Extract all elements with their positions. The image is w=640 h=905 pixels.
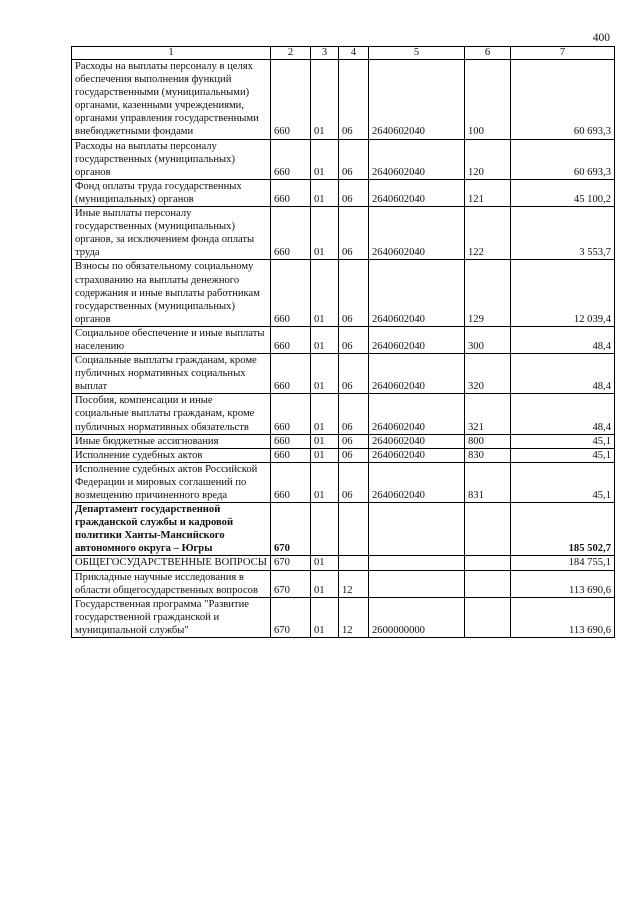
row-ved-cell: 660 (271, 434, 311, 448)
row-csr-cell: 2640602040 (369, 462, 465, 502)
row-ved-cell: 660 (271, 448, 311, 462)
row-name-cell: Прикладные научные исследования в области общегосударственных вопросов (72, 570, 271, 597)
table-row (72, 503, 615, 556)
table-row (72, 394, 615, 434)
row-rz-cell: 01 (311, 597, 339, 637)
row-vr-cell: 122 (465, 207, 511, 260)
row-csr-cell: 2640602040 (369, 394, 465, 434)
row-rz-cell: 01 (311, 326, 339, 353)
row-name-cell: Социальное обеспечение и иные выплаты населению (72, 326, 271, 353)
table-row (72, 570, 615, 597)
row-sum-cell: 3 553,7 (511, 207, 615, 260)
table-row (72, 556, 615, 570)
row-pr-cell (339, 556, 369, 570)
row-vr-cell: 121 (465, 179, 511, 206)
row-rz-cell: 01 (311, 260, 339, 326)
row-name-cell: Расходы на выплаты персоналу в целях обеспечения выполнения функций государственными (муниципальными) органами, казенными учреждениями, органами управления государственными внебюджетными фондами (72, 60, 271, 140)
row-csr-cell: 2640602040 (369, 60, 465, 140)
row-sum-cell: 12 039,4 (511, 260, 615, 326)
row-ved-cell: 660 (271, 260, 311, 326)
row-vr-cell (465, 556, 511, 570)
row-vr-cell: 320 (465, 354, 511, 394)
row-ved-cell: 660 (271, 394, 311, 434)
row-rz-cell: 01 (311, 434, 339, 448)
row-ved-cell: 660 (271, 326, 311, 353)
row-name-cell: Государственная программа "Развитие государственной гражданской и муниципальной службы" (72, 597, 271, 637)
row-vr-cell (465, 597, 511, 637)
row-name-cell: Исполнение судебных актов Российской Федерации и мировых соглашений по возмещению причиненного вреда (72, 462, 271, 502)
column-header: 4 (339, 47, 369, 60)
row-rz-cell: 01 (311, 354, 339, 394)
table-row (72, 462, 615, 502)
row-csr-cell (369, 503, 465, 556)
row-ved-cell: 670 (271, 570, 311, 597)
table-row (72, 179, 615, 206)
row-name-cell: Пособия, компенсации и иные социальные выплаты гражданам, кроме публичных нормативных обязательств (72, 394, 271, 434)
column-header: 2 (271, 47, 311, 60)
column-header: 3 (311, 47, 339, 60)
row-rz-cell: 01 (311, 448, 339, 462)
row-name-cell: Департамент государственной гражданской службы и кадровой политики Ханты-Мансийского автономного округа – Югры (72, 503, 271, 556)
row-rz-cell: 01 (311, 462, 339, 502)
row-csr-cell: 2640602040 (369, 326, 465, 353)
row-vr-cell: 321 (465, 394, 511, 434)
row-pr-cell (339, 503, 369, 556)
column-header: 1 (72, 47, 271, 60)
row-sum-cell: 48,4 (511, 354, 615, 394)
row-pr-cell: 06 (339, 448, 369, 462)
row-name-cell: Иные выплаты персоналу государственных (муниципальных) органов, за исключением фонда оплаты труда (72, 207, 271, 260)
row-sum-cell: 45 100,2 (511, 179, 615, 206)
row-pr-cell: 06 (339, 260, 369, 326)
row-vr-cell: 830 (465, 448, 511, 462)
column-header: 7 (511, 47, 615, 60)
table-row (72, 326, 615, 353)
budget-table (71, 46, 615, 638)
row-csr-cell: 2640602040 (369, 207, 465, 260)
row-pr-cell: 06 (339, 179, 369, 206)
row-pr-cell: 06 (339, 354, 369, 394)
row-pr-cell: 12 (339, 570, 369, 597)
row-vr-cell (465, 503, 511, 556)
row-vr-cell: 831 (465, 462, 511, 502)
row-rz-cell: 01 (311, 570, 339, 597)
table-row (72, 597, 615, 637)
row-pr-cell: 12 (339, 597, 369, 637)
row-sum-cell: 60 693,3 (511, 139, 615, 179)
table-row (72, 260, 615, 326)
row-vr-cell: 300 (465, 326, 511, 353)
row-rz-cell (311, 503, 339, 556)
row-pr-cell: 06 (339, 326, 369, 353)
row-ved-cell: 660 (271, 207, 311, 260)
row-ved-cell: 670 (271, 503, 311, 556)
table-row (72, 207, 615, 260)
row-vr-cell: 120 (465, 139, 511, 179)
row-name-cell: ОБЩЕГОСУДАРСТВЕННЫЕ ВОПРОСЫ (72, 556, 271, 570)
column-header-row (72, 47, 615, 60)
row-ved-cell: 670 (271, 597, 311, 637)
column-header: 5 (369, 47, 465, 60)
row-rz-cell: 01 (311, 207, 339, 260)
row-sum-cell: 45,1 (511, 462, 615, 502)
row-sum-cell: 60 693,3 (511, 60, 615, 140)
row-csr-cell: 2640602040 (369, 179, 465, 206)
row-name-cell: Взносы по обязательному социальному страхованию на выплаты денежного содержания и иные выплаты работникам государственных (муниципальных) органов (72, 260, 271, 326)
row-rz-cell: 01 (311, 179, 339, 206)
row-csr-cell: 2600000000 (369, 597, 465, 637)
table-row (72, 448, 615, 462)
row-sum-cell: 45,1 (511, 448, 615, 462)
row-csr-cell (369, 570, 465, 597)
column-header: 6 (465, 47, 511, 60)
row-name-cell: Исполнение судебных актов (72, 448, 271, 462)
row-ved-cell: 660 (271, 179, 311, 206)
row-sum-cell: 113 690,6 (511, 597, 615, 637)
row-pr-cell: 06 (339, 434, 369, 448)
row-vr-cell: 800 (465, 434, 511, 448)
row-sum-cell: 45,1 (511, 434, 615, 448)
table-row (72, 60, 615, 140)
row-csr-cell: 2640602040 (369, 434, 465, 448)
row-pr-cell: 06 (339, 394, 369, 434)
row-ved-cell: 670 (271, 556, 311, 570)
row-rz-cell: 01 (311, 394, 339, 434)
table-row (72, 354, 615, 394)
row-rz-cell: 01 (311, 556, 339, 570)
row-csr-cell (369, 556, 465, 570)
row-name-cell: Социальные выплаты гражданам, кроме публичных нормативных социальных выплат (72, 354, 271, 394)
row-csr-cell: 2640602040 (369, 448, 465, 462)
row-name-cell: Фонд оплаты труда государственных (муниципальных) органов (72, 179, 271, 206)
row-name-cell: Иные бюджетные ассигнования (72, 434, 271, 448)
row-sum-cell: 48,4 (511, 394, 615, 434)
row-rz-cell: 01 (311, 139, 339, 179)
row-name-cell: Расходы на выплаты персоналу государственных (муниципальных) органов (72, 139, 271, 179)
row-vr-cell (465, 570, 511, 597)
row-sum-cell: 184 755,1 (511, 556, 615, 570)
row-vr-cell: 129 (465, 260, 511, 326)
row-csr-cell: 2640602040 (369, 139, 465, 179)
row-sum-cell: 185 502,7 (511, 503, 615, 556)
row-vr-cell: 100 (465, 60, 511, 140)
row-pr-cell: 06 (339, 207, 369, 260)
row-ved-cell: 660 (271, 462, 311, 502)
row-pr-cell: 06 (339, 462, 369, 502)
row-rz-cell: 01 (311, 60, 339, 140)
row-ved-cell: 660 (271, 139, 311, 179)
table-row (72, 139, 615, 179)
row-pr-cell: 06 (339, 60, 369, 140)
table-row (72, 434, 615, 448)
row-ved-cell: 660 (271, 60, 311, 140)
row-sum-cell: 48,4 (511, 326, 615, 353)
row-csr-cell: 2640602040 (369, 354, 465, 394)
row-pr-cell: 06 (339, 139, 369, 179)
row-sum-cell: 113 690,6 (511, 570, 615, 597)
row-csr-cell: 2640602040 (369, 260, 465, 326)
page-number: 400 (592, 32, 610, 44)
row-ved-cell: 660 (271, 354, 311, 394)
